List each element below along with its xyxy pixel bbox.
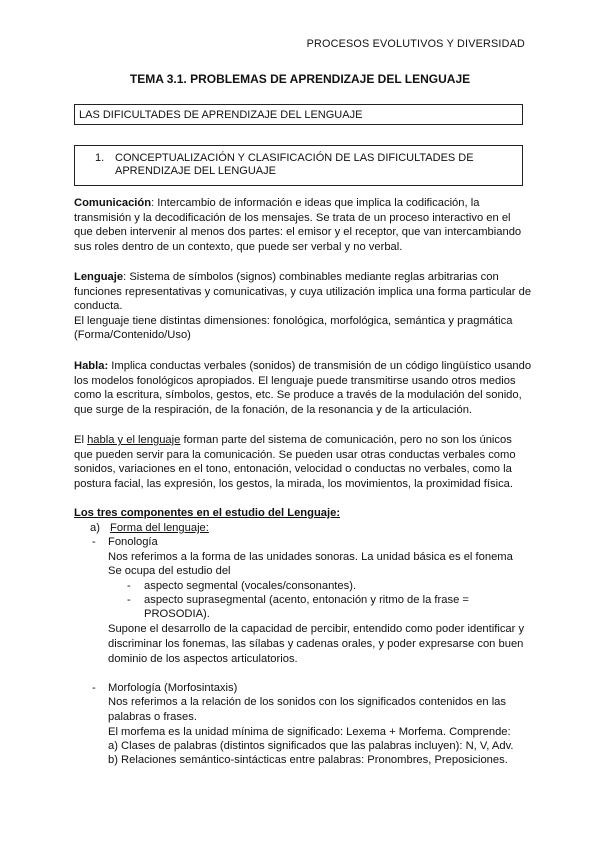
section-box: LAS DIFICULTADES DE APRENDIZAJE DEL LENGUAJE	[74, 104, 523, 125]
definition-habla: Implica conductas verbales (sonidos) de transmisión de un código lingüístico usando los modelos fonológicos apropiados. El lenguaje puede transmitirse usando otros medios como la escritura, símbolos, gestos, etc. Se produce a través de la modulación del sonido, que surge de la respiración, de la fonación, de la resonancia y de la articulación.	[74, 360, 532, 416]
fonologia-percibir-2: discriminar los fonemas, las sílabas y cadenas orales, y poder expresarse con buen	[108, 638, 524, 650]
dash-fonologia: -	[92, 536, 96, 548]
fonologia-percibir-1: Supone el desarrollo de la capacidad de percibir, entendido como poder identificar y	[108, 623, 525, 635]
morfologia-line-5: b) Relaciones semántico-sintácticas entre palabras: Pronombres, Preposiciones.	[108, 754, 508, 766]
morfologia-title: Morfología (Morfosintaxis)	[108, 682, 238, 694]
fonologia-title: Fonología	[108, 536, 158, 548]
morfologia-line-1: Nos referimos a la relación de los sonidos con los significados contenidos en las	[108, 696, 506, 708]
paragraph-habla	[74, 359, 532, 417]
fonologia-percibir-3: dominio de los aspectos articulatorios.	[108, 653, 298, 665]
morfologia-line-4: a) Clases de palabras (distintos significados que las palabras incluyen): N, V, Adv.	[108, 740, 514, 752]
relacion-text: forman parte del sistema de comunicación, pero no son los únicos que pueden servir para la comunicación. Se pueden usar otras conductas verbales como sonidos, variaciones en el tono, entonación, velocidad o conductas no verbales, como la postura facial, las expresión, los gestos, la mirada, los movimientos, la proximidad física.	[74, 434, 516, 490]
dash-morfologia: -	[92, 682, 96, 694]
definition-comunicacion: : Intercambio de información e ideas que implica la codificación, la transmisión y la decodificación de los mensajes. Se trata de un proceso interactivo en el que deben intervenir al menos dos partes: el emisor y el receptor, que van intercambiando sus roles dentro de un contexto, que puede ser verbal y no verbal.	[74, 197, 522, 253]
subsection-number: 1.	[95, 152, 105, 164]
dash-suprasegmental: -	[127, 594, 131, 606]
term-comunicacion: Comunicación	[74, 197, 152, 209]
term-habla: Habla:	[74, 360, 109, 372]
fonologia-suprasegmental: aspecto suprasegmental (acento, entonación y ritmo de la frase =	[144, 594, 469, 606]
subsection-title: CONCEPTUALIZACIÓN Y CLASIFICACIÓN DE LAS DIFICULTADES DE APRENDIZAJE DEL LENGUAJE	[115, 152, 474, 177]
componentes-heading-text: Los tres componentes en el estudio del Lenguaje:	[74, 507, 341, 519]
relacion-underlined: habla y el lenguaje	[87, 434, 181, 446]
relacion-pre: El	[74, 434, 88, 446]
running-header: PROCESOS EVOLUTIVOS Y DIVERSIDAD	[306, 38, 525, 50]
paragraph-relacion	[74, 433, 532, 491]
fonologia-line-1: Nos referimos a la forma de las unidades sonoras. La unidad básica es el fonema	[108, 551, 513, 563]
lenguaje-dimensions: El lenguaje tiene distintas dimensiones: fonológica, morfológica, semántica y pragmática (Forma/Contenido/Uso)	[74, 314, 513, 342]
fonologia-prosodia: PROSODIA).	[144, 608, 210, 620]
morfologia-line-3: El morfema es la unidad mínima de significado: Lexema + Morfema. Comprende:	[108, 726, 511, 738]
morfologia-line-2: palabras o frases.	[108, 711, 197, 723]
definition-lenguaje: : Sistema de símbolos (signos) combinables mediante reglas arbitrarias con funciones representativas y comunicativas, y cuya utilización implica una forma particular de conducta.	[74, 271, 532, 313]
forma-label: Forma del lenguaje:	[110, 522, 209, 534]
componentes-heading	[74, 506, 340, 521]
term-lenguaje: Lenguaje	[74, 271, 124, 283]
paragraph-comunicacion	[74, 196, 532, 254]
subsection-box	[74, 145, 523, 186]
fonologia-segmental: aspecto segmental (vocales/consonantes).	[144, 580, 357, 592]
dash-segmental: -	[127, 580, 131, 592]
list-marker-a: a)	[90, 522, 100, 534]
page-title: TEMA 3.1. PROBLEMAS DE APRENDIZAJE DEL LENGUAJE	[129, 72, 471, 86]
fonologia-line-2: Se ocupa del estudio del	[108, 565, 231, 577]
paragraph-lenguaje	[74, 270, 532, 343]
